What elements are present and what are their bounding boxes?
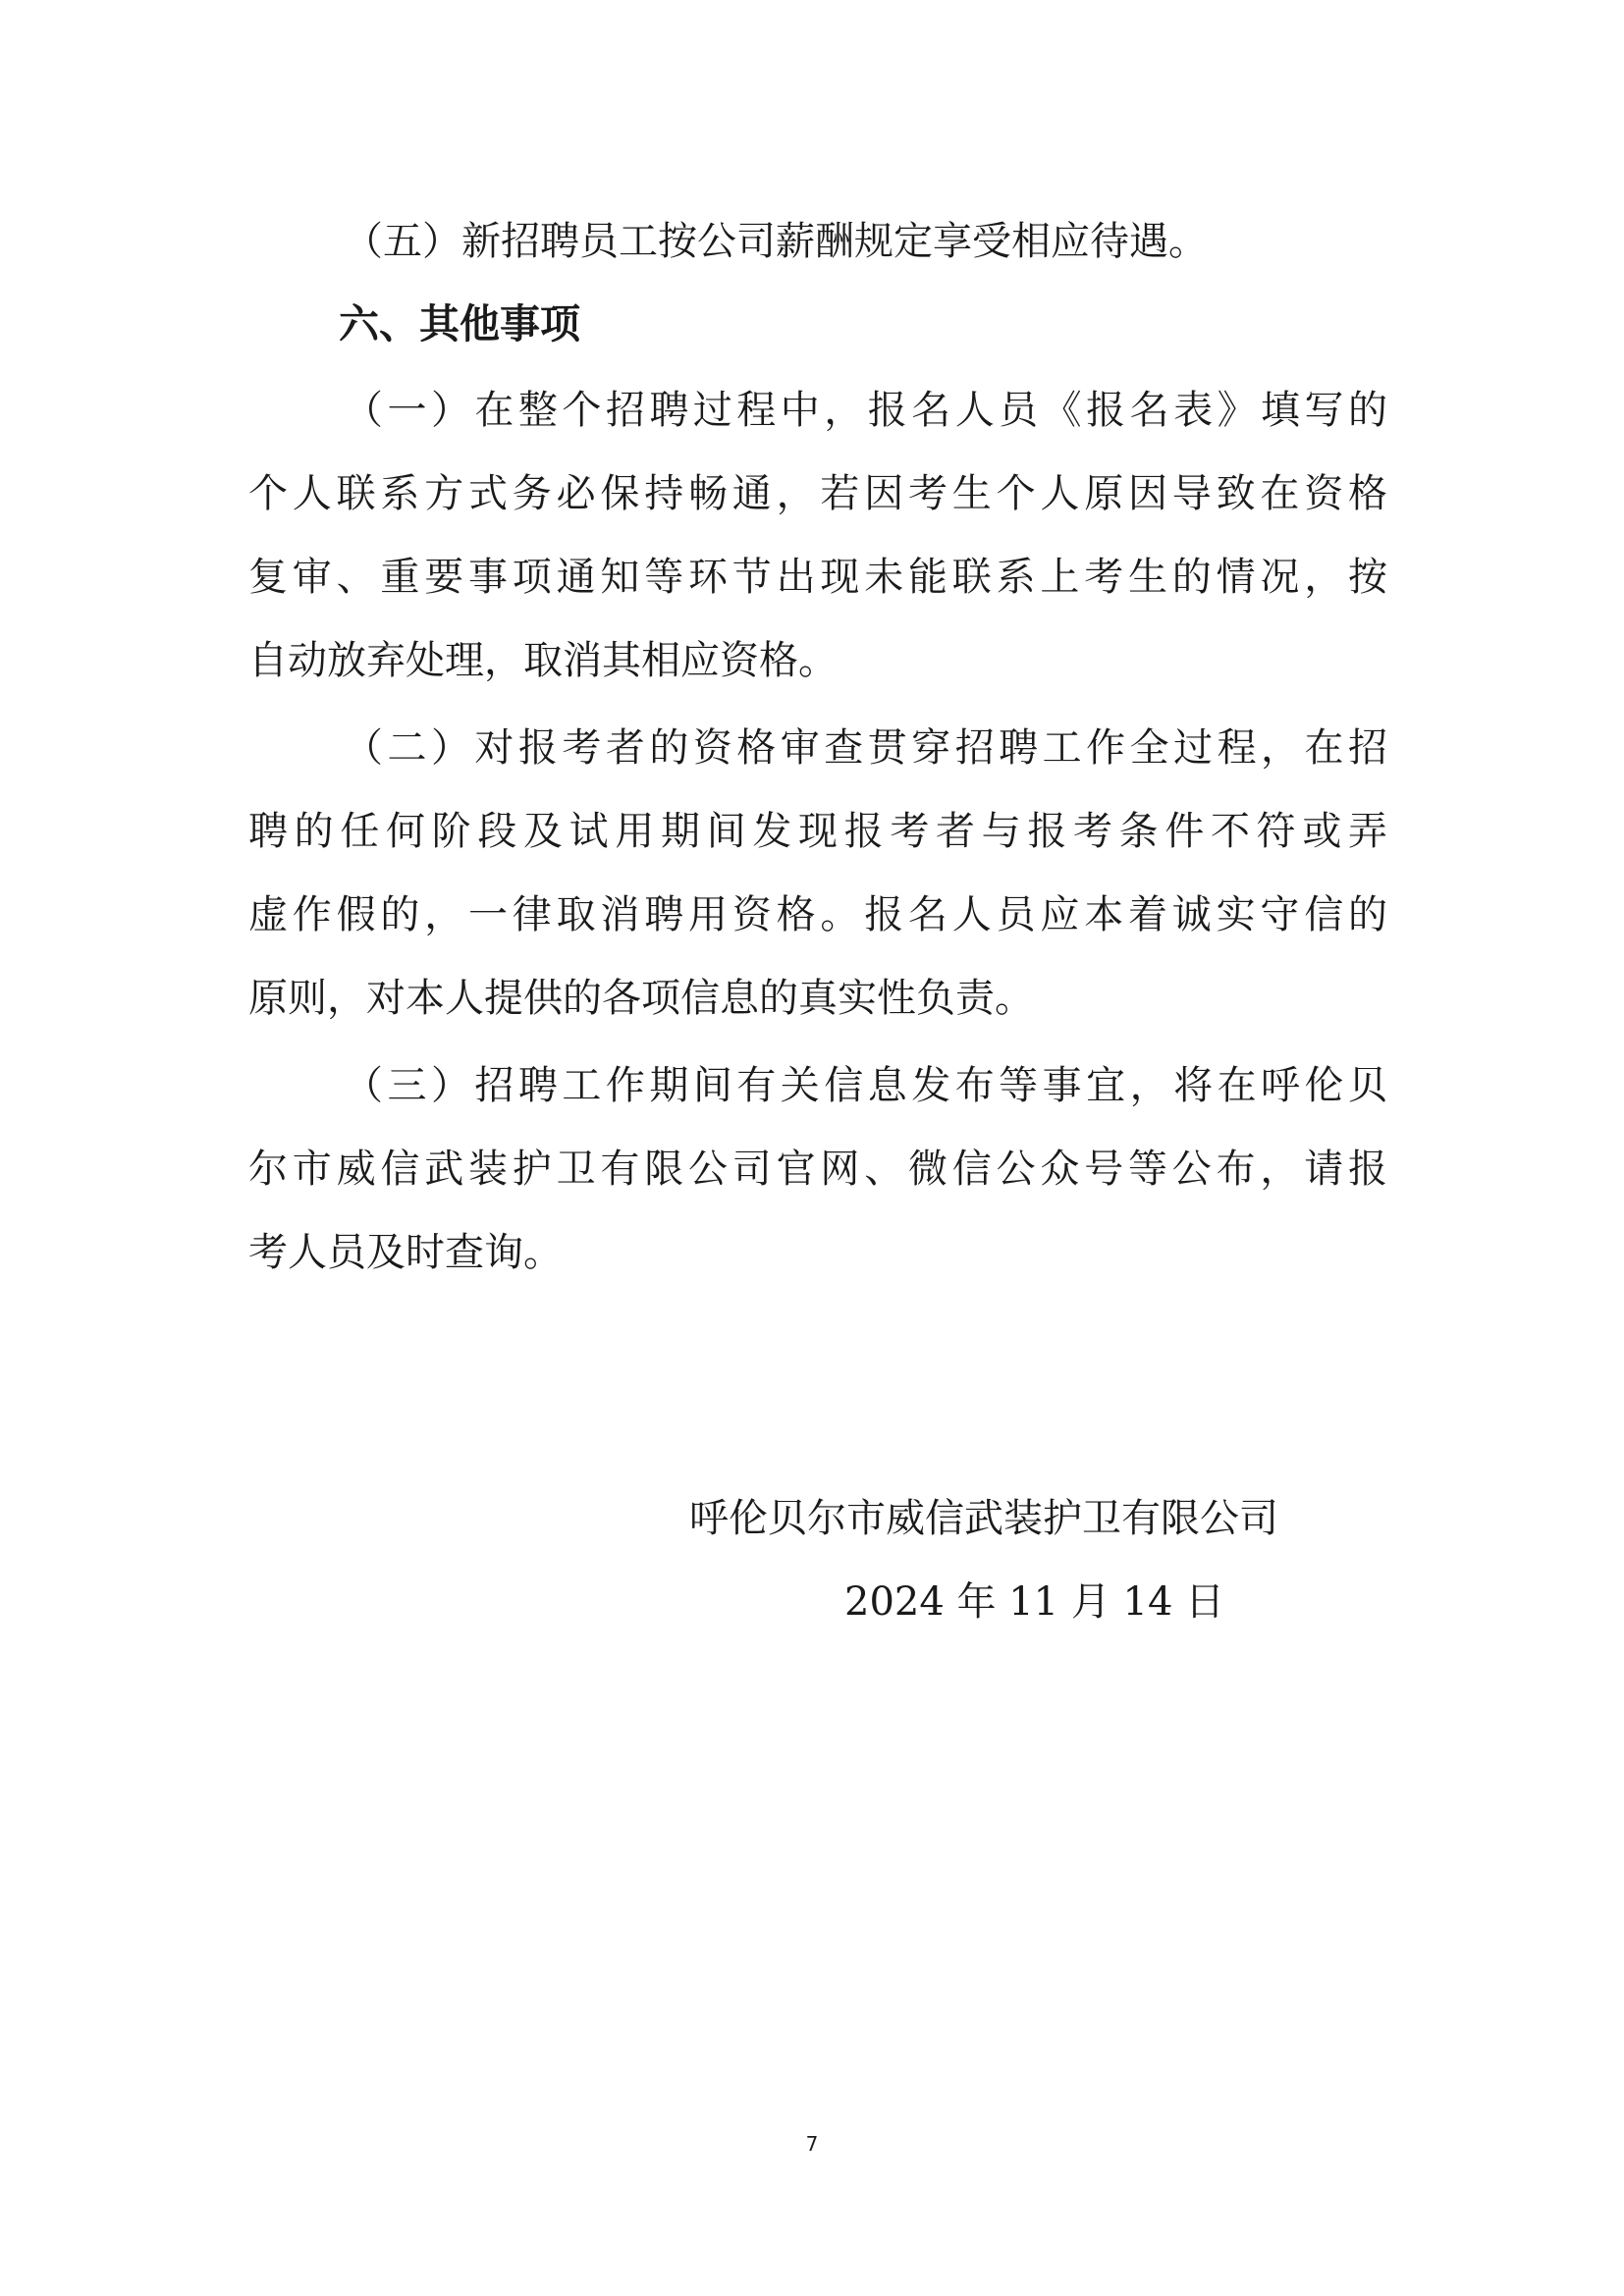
paragraph-1-line-2: 个人联系方式务必保持畅通，若因考生个人原因导致在资格 [248,471,1387,516]
paragraph-2-line-1: （二）对报考者的资格审查贯穿招聘工作全过程，在招 [344,725,1387,771]
section-6-heading: 六、其他事项 [339,300,580,347]
page-number: 7 [805,2132,819,2156]
paragraph-3-line-1: （三）招聘工作期间有关信息发布等事宜，将在呼伦贝 [344,1063,1387,1108]
paragraph-3-line-2: 尔市威信武装护卫有限公司官网、微信公众号等公布，请报 [248,1147,1387,1192]
paragraph-3-line-3: 考人员及时查询。 [248,1230,563,1275]
paragraph-2-line-3: 虚作假的，一律取消聘用资格。报名人员应本着诚实守信的 [248,892,1387,937]
paragraph-2-line-4: 原则，对本人提供的各项信息的真实性负责。 [248,976,1034,1021]
signature-company: 呼伦贝尔市威信武装护卫有限公司 [689,1496,1278,1541]
paragraph-2-line-2: 聘的任何阶段及试用期间发现报考者与报考条件不符或弄 [248,809,1387,854]
paragraph-1-line-4: 自动放弃处理，取消其相应资格。 [248,638,838,683]
paragraph-1-line-3: 复审、重要事项通知等环节出现未能联系上考生的情况，按 [248,555,1387,600]
paragraph-1-line-1: （一）在整个招聘过程中，报名人员《报名表》填写的 [344,388,1387,433]
signature-date: 2024 年 11 月 14 日 [844,1579,1225,1625]
item-5-line: （五）新招聘员工按公司薪酬规定享受相应待遇。 [344,219,1208,264]
